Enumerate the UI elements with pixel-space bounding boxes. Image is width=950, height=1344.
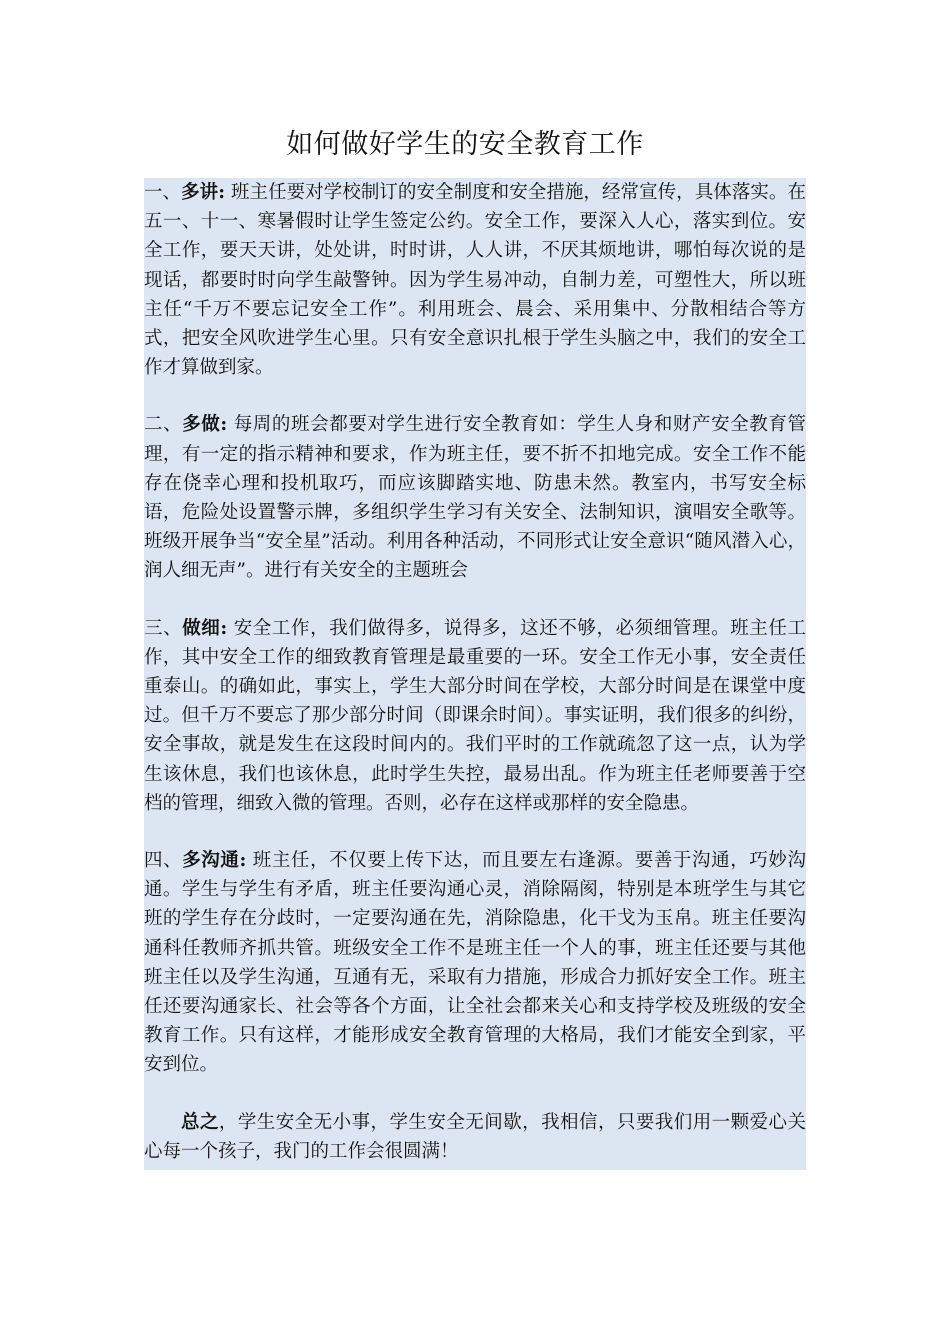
section-1-body: 班主任要对学校制订的安全制度和安全措施，经常宣传，具体落实。在五一、十一、寒暑假时让学生签定公约。安全工作，要深入人心，落实到位。安全工作，要天天讲，处处讲，时时讲，人人讲，不厌其烦地讲，哪怕每次说的是现话，都要时时向学生敲警钟。因为学生易冲动，自制力差，可塑性大，所以班主任“千万不要忘记安全工作”。利用班会、晨会、采用集中、分散相结合等方式，把安全风吹进学生心里。只有安全意识扎根于学生头脑之中，我们的安全工作才算做到家。 (144, 182, 806, 379)
section-1-number: 一、 (144, 182, 182, 203)
document-title: 如何做好学生的安全教育工作 (286, 129, 644, 160)
section-1 (144, 178, 806, 382)
section-3-body: 安全工作，我们做得多，说得多，这还不够，必须细管理。班主任工作，其中安全工作的细致教育管理是最重要的一环。安全工作无小事，安全责任重泰山。的确如此，事实上，学生大部分时间在学校，大部分时间是在课堂中度过。但千万不要忘了那少部分时间（即课余时间）。事实证明，我们很多的纠纷，安全事故，就是发生在这段时间内的。我们平时的工作就疏忽了这一点，认为学生该休息，我们也该休息，此时学生失控，最易出乱。作为班主任老师要善于空档的管理，细致入微的管理。否则，必存在这样或那样的安全隐患。 (144, 617, 806, 814)
conclusion (144, 1108, 806, 1166)
section-2-body: 每周的班会都要对学生进行安全教育如：学生人身和财产安全教育管理，有一定的指示精神和要求，作为班主任，要不折不扣地完成。安全工作不能存在侥幸心理和投机取巧，而应该脚踏实地、防患未然。教室内，书写安全标语，危险处设置警示牌，多组织学生学习有关安全、法制知识，演唱安全歌等。班级开展争当“安全星”活动。利用各种活动，不同形式让安全意识“随风潜入心，润人细无声”。进行有关安全的主题班会 (144, 414, 806, 582)
conclusion-heading: 总之 (181, 1111, 219, 1133)
conclusion-body: ，学生安全无小事，学生安全无间歇，我相信，只要我们用一颗爱心关心每一个孩子，我门的工作会很圆满！ (144, 1111, 806, 1162)
section-1-heading: 多讲: (181, 182, 226, 203)
section-2-heading: 多做: (182, 414, 228, 436)
article-body (144, 178, 806, 1170)
section-3 (144, 614, 806, 818)
section-3-number: 三、 (144, 617, 183, 639)
section-3-heading: 做细: (182, 617, 228, 639)
section-4-body: 班主任，不仅要上传下达，而且要左右逢源。要善于沟通，巧妙沟通。学生与学生有矛盾，班主任要沟通心灵，消除隔阂，特别是本班学生与其它班的学生存在分歧时，一定要沟通在先，消除隐患，化干戈为玉帛。班主任要沟通科任教师齐抓共管。班级安全工作不是班主任一个人的事，班主任还要与其他班主任以及学生沟通，互通有无，采取有力措施，形成合力抓好安全工作。班主任还要沟通家长、社会等各个方面，让全社会都来关心和支持学校及班级的安全教育工作。只有这样，才能形成安全教育管理的大格局，我们才能安全到家，平安到位。 (144, 850, 806, 1076)
section-2 (144, 410, 806, 585)
section-2-number: 二、 (144, 414, 183, 436)
section-4-number: 四、 (144, 850, 183, 872)
section-4-heading: 多沟通: (182, 850, 247, 872)
section-4 (144, 846, 806, 1080)
